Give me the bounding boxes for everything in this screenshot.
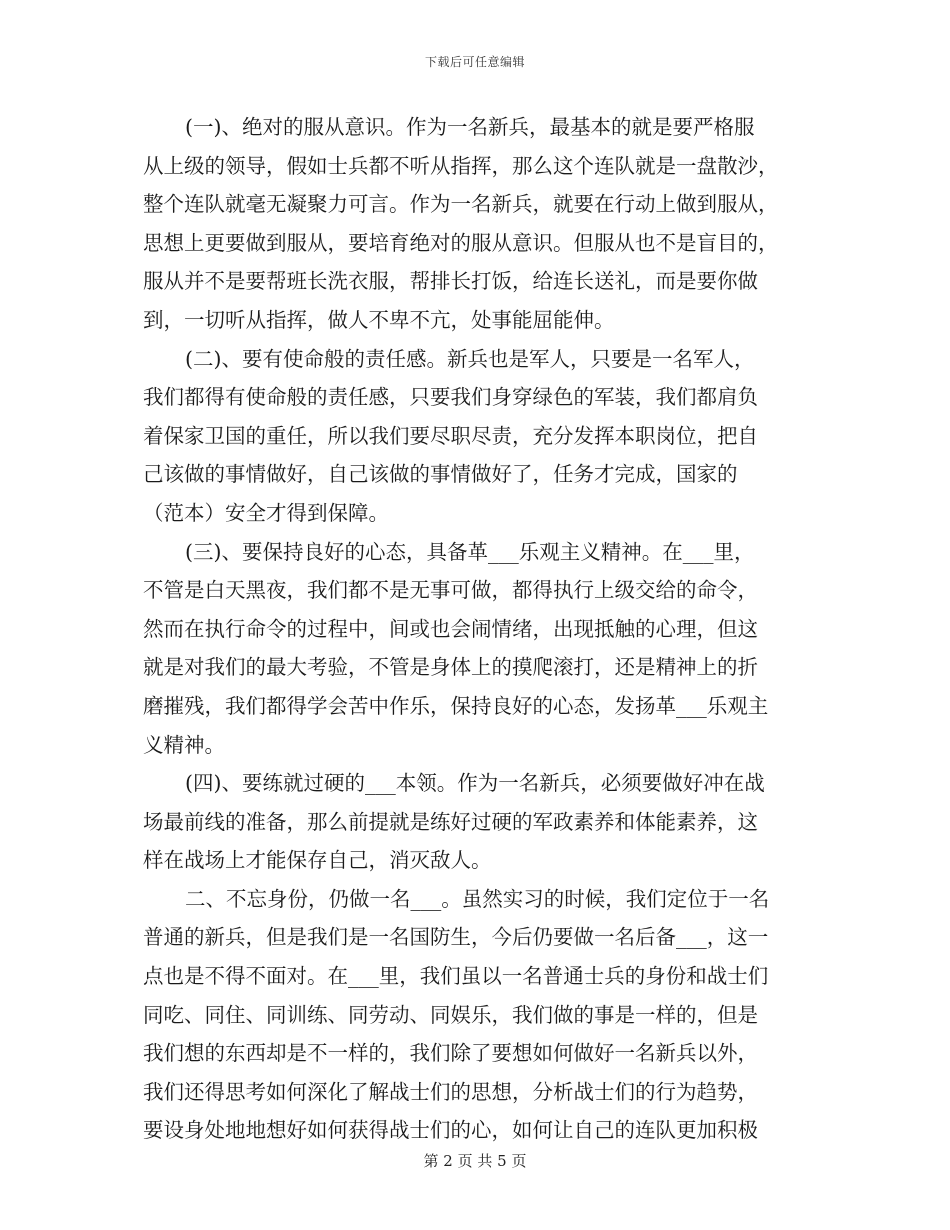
document-body xyxy=(143,108,807,1150)
paragraph-line: 普通的新兵，但是我们是一名国防生，今后仍要做一名后备___，这一 xyxy=(143,925,769,950)
paragraph-line: (四)、要练就过硬的___本领。作为一名新兵，必须要做好冲在战 xyxy=(185,771,765,796)
paragraph-line: 二、不忘身份，仍做一名___。虽然实习的时候，我们定位于一名 xyxy=(185,886,770,911)
paragraph-line: 着保家卫国的重任，所以我们要尽职尽责，充分发挥本职岗位，把自 xyxy=(143,423,758,448)
paragraph-line: 我们都得有使命般的责任感，只要我们身穿绿色的军装，我们都肩负 xyxy=(143,385,758,410)
paragraph-line: 整个连队就毫无凝聚力可言。作为一名新兵，就要在行动上做到服从， xyxy=(143,192,779,217)
page-footer: 第 2 页 共 5 页 xyxy=(423,1152,527,1170)
paragraph-line: 要设身处地地想好如何获得战士们的心，如何让自己的连队更加积极 xyxy=(143,1118,758,1143)
paragraph-line: 思想上更要做到服从，要培育绝对的服从意识。但服从也不是盲目的， xyxy=(143,230,779,255)
paragraph-line: 然而在执行命令的过程中，间或也会闹情绪，出现抵触的心理，但这 xyxy=(143,616,758,641)
paragraph-line: 不管是白天黑夜，我们都不是无事可做，都得执行上级交给的命令， xyxy=(143,578,758,603)
paragraph-line: 服从并不是要帮班长洗衣服，帮排长打饭，给连长送礼，而是要你做 xyxy=(143,269,758,294)
paragraph-line: 同吃、同住、同训练、同劳动、同娱乐，我们做的事是一样的，但是 xyxy=(143,1002,758,1027)
paragraph-line: (一)、绝对的服从意识。作为一名新兵，最基本的就是要严格服 xyxy=(185,115,755,139)
page-header: 下载后可任意编辑 xyxy=(424,55,525,69)
paragraph-line: 到，一切听从指挥，做人不卑不亢，处事能屈能伸。 xyxy=(143,307,615,332)
paragraph-line: 我们想的东西却是不一样的，我们除了要想如何做好一名新兵以外， xyxy=(143,1041,758,1066)
paragraph-line: 从上级的领导，假如士兵都不听从指挥，那么这个连队就是一盘散沙， xyxy=(143,153,779,178)
paragraph-line: 我们还得思考如何深化了解战士们的思想，分析战士们的行为趋势， xyxy=(143,1079,758,1104)
paragraph-line: (三)、要保持良好的心态，具备革___乐观主义精神。在___里， xyxy=(185,539,755,564)
paragraph-line: 磨摧残，我们都得学会苦中作乐，保持良好的心态，发扬革___乐观主 xyxy=(143,693,769,718)
paragraph-line: （范本）安全才得到保障。 xyxy=(143,500,389,525)
paragraph-line: 己该做的事情做好，自己该做的事情做好了，任务才完成，国家的 xyxy=(143,462,738,487)
paragraph-line: (二)、要有使命般的责任感。新兵也是军人，只要是一名军人， xyxy=(185,346,755,371)
paragraph-line: 场最前线的准备，那么前提就是练好过硬的军政素养和体能素养，这 xyxy=(143,809,758,834)
paragraph-line: 义精神。 xyxy=(143,732,225,757)
paragraph-line: 就是对我们的最大考验，不管是身体上的摸爬滚打，还是精神上的折 xyxy=(143,655,758,680)
paragraph-line: 点也是不得不面对。在___里，我们虽以一名普通士兵的身份和战士们 xyxy=(143,964,769,989)
paragraph-line: 样在战场上才能保存自己，消灭敌人。 xyxy=(143,848,492,873)
